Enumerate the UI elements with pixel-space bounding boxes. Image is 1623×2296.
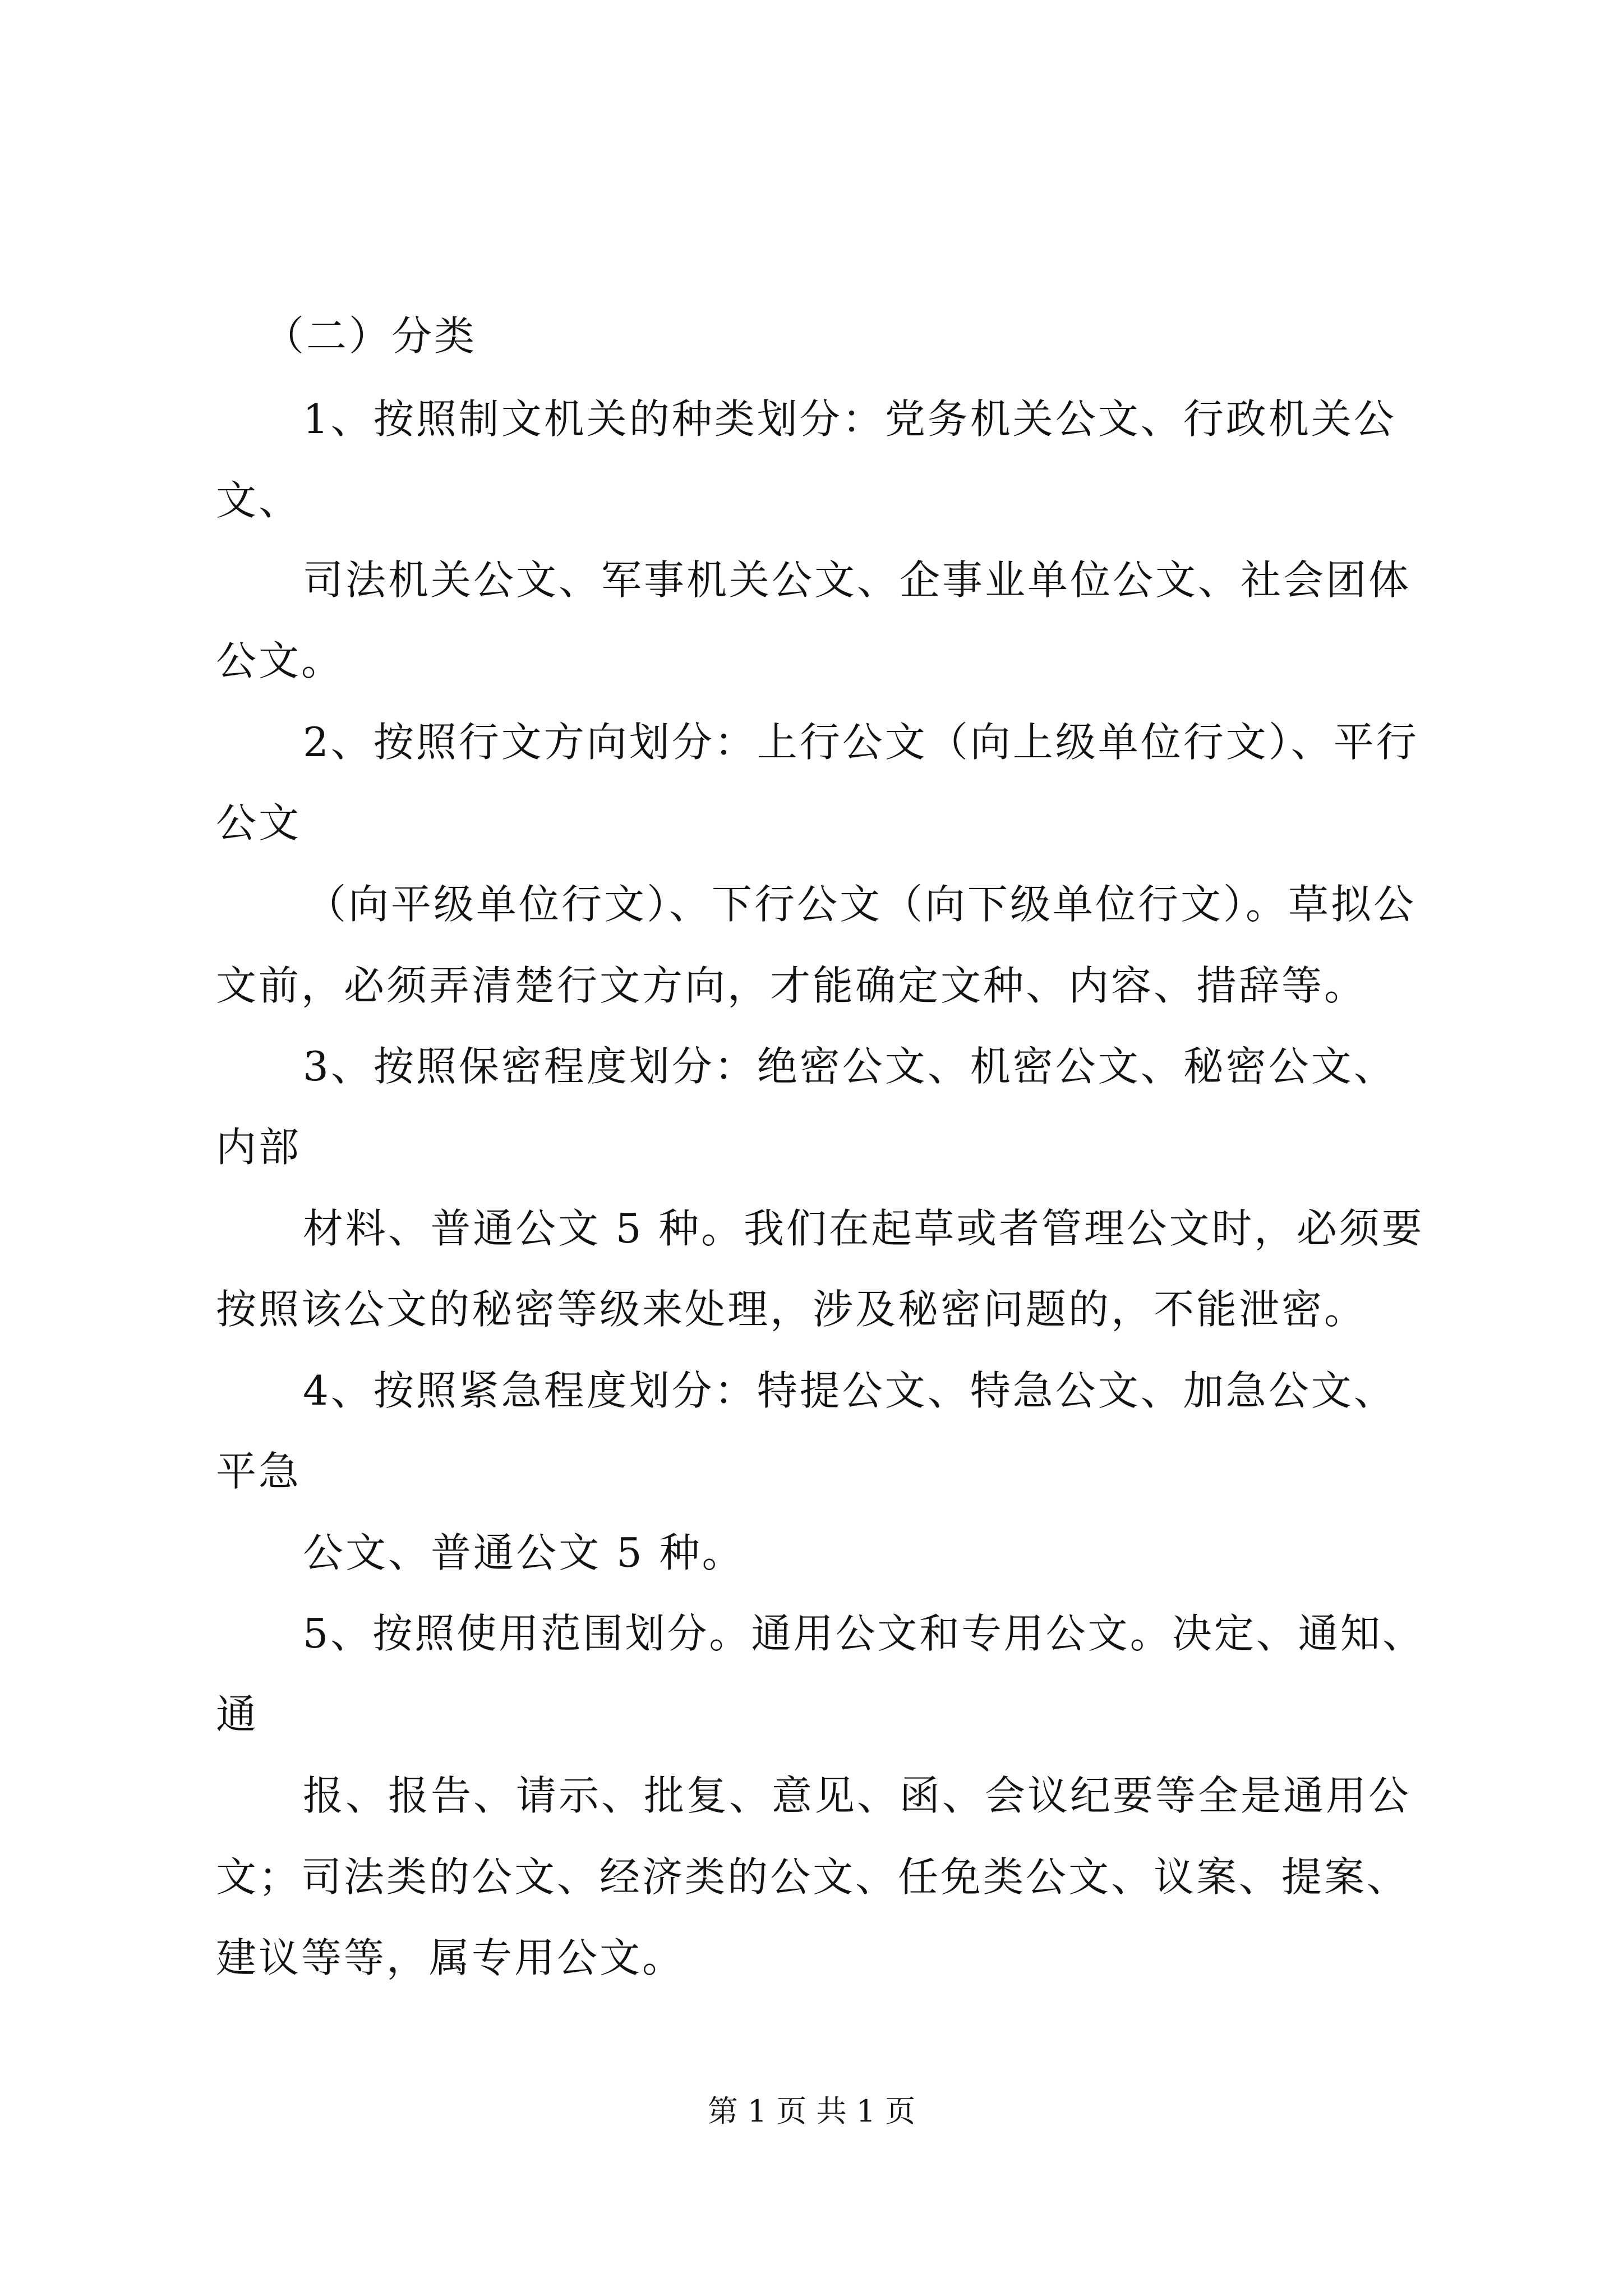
- paragraph-6-line-1: 材料、普通公文 5 种。我们在起草或者管理公文时，必须要: [303, 1205, 1424, 1252]
- page-number-footer: 第 1 页 共 1 页: [707, 2093, 916, 2129]
- paragraph-1-line-2: 文、: [216, 477, 302, 524]
- paragraph-2-line-2: 公文。: [216, 637, 344, 684]
- paragraph-4-line-2: 文前，必须弄清楚行文方向，才能确定文种、内容、措辞等。: [216, 962, 1367, 1009]
- paragraph-7-line-1: 4、按照紧急程度划分：特提公文、特急公文、加急公文、: [303, 1367, 1396, 1414]
- paragraph-6-line-2: 按照该公文的秘密等级来处理，涉及秘密问题的，不能泄密。: [216, 1286, 1367, 1333]
- paragraph-7-line-2: 平急: [216, 1448, 302, 1495]
- paragraph-10-line-2: 文；司法类的公文、经济类的公文、任免类公文、议案、提案、: [216, 1853, 1410, 1901]
- paragraph-3-line-1: 2、按照行文方向划分：上行公文（向上级单位行文）、平行: [303, 719, 1419, 766]
- paragraph-4-line-1: （向平级单位行文）、下行公文（向下级单位行文）。草拟公: [306, 881, 1417, 928]
- paragraph-1-line-1: 1、按照制文机关的种类划分：党务机关公文、行政机关公: [303, 395, 1396, 443]
- paragraph-9-line-1: 5、按照使用范围划分。通用公文和专用公文。决定、通知、: [303, 1610, 1424, 1657]
- paragraph-3-line-2: 公文: [216, 799, 302, 846]
- paragraph-5-line-1: 3、按照保密程度划分：绝密公文、机密公文、秘密公文、: [303, 1043, 1396, 1090]
- paragraph-8-line-1: 公文、普通公文 5 种。: [303, 1529, 745, 1576]
- paragraph-9-line-2: 通: [216, 1691, 259, 1738]
- paragraph-2-line-1: 司法机关公文、军事机关公文、企事业单位公文、社会团体: [303, 556, 1412, 604]
- section-heading: （二）分类: [264, 312, 477, 360]
- paragraph-10-line-3: 建议等等，属专用公文。: [216, 1934, 685, 1981]
- paragraph-5-line-2: 内部: [216, 1124, 302, 1171]
- paragraph-10-line-1: 报、报告、请示、批复、意见、函、会议纪要等全是通用公: [303, 1772, 1412, 1819]
